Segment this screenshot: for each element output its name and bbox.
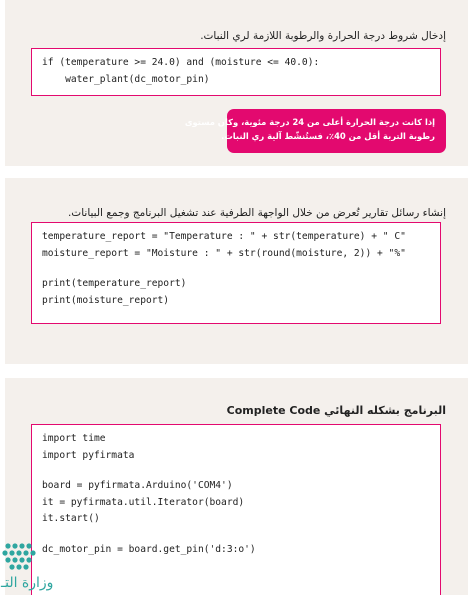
note-line: إذا كانت درجة الحرارة أعلى من 24 درجة مئوية، وكان مستوى — [184, 117, 435, 127]
code-line: moisture_report = "Moisture : " + str(round(moisture, 2)) + "%" — [42, 247, 406, 259]
code-block-complete — [31, 424, 441, 595]
code-line: water_plant(dc_motor_pin) — [42, 73, 210, 85]
note-line: رطوبة التربة أقل من 40٪، فستُنشّط آلية ري النبات. — [221, 131, 435, 141]
info-note — [184, 109, 446, 153]
code-line: import pyfirmata — [42, 449, 135, 461]
code-line: temperature_report = "Temperature : " + str(temperature) + " C" — [42, 231, 406, 242]
ministry-logo-text: وزارة التـ — [1, 575, 54, 591]
section-heading-conditions: إدخال شروط درجة الحرارة والرطوبة اللازمة لري النبات. — [200, 30, 446, 42]
code-line: if (temperature >= 24.0) and (moisture <= 40.0): — [42, 57, 320, 68]
code-line: it.start() — [42, 513, 100, 524]
code-line: print(temperature_report) — [42, 278, 187, 289]
code-line: board = pyfirmata.Arduino('COM4') — [42, 480, 233, 491]
code-line: import time — [42, 433, 106, 444]
code-block-reports — [31, 222, 441, 324]
code-block-conditions — [31, 48, 441, 96]
code-line-blank — [42, 528, 430, 542]
code-line-blank — [42, 464, 430, 478]
code-line: it = pyfirmata.util.Iterator(board) — [42, 496, 245, 508]
code-line: dc_motor_pin = board.get_pin('d:3:o') — [42, 543, 256, 555]
code-line-blank — [42, 262, 430, 276]
section-heading-reports: إنشاء رسائل تقارير تُعرض من خلال الواجهة الطرفية عند تشغيل البرنامج وجمع البيانات. — [67, 207, 446, 219]
code-line: print(moisture_report) — [42, 294, 170, 306]
section-heading-complete-code: البرنامج بشكله النهائي Complete Code — [226, 404, 446, 417]
